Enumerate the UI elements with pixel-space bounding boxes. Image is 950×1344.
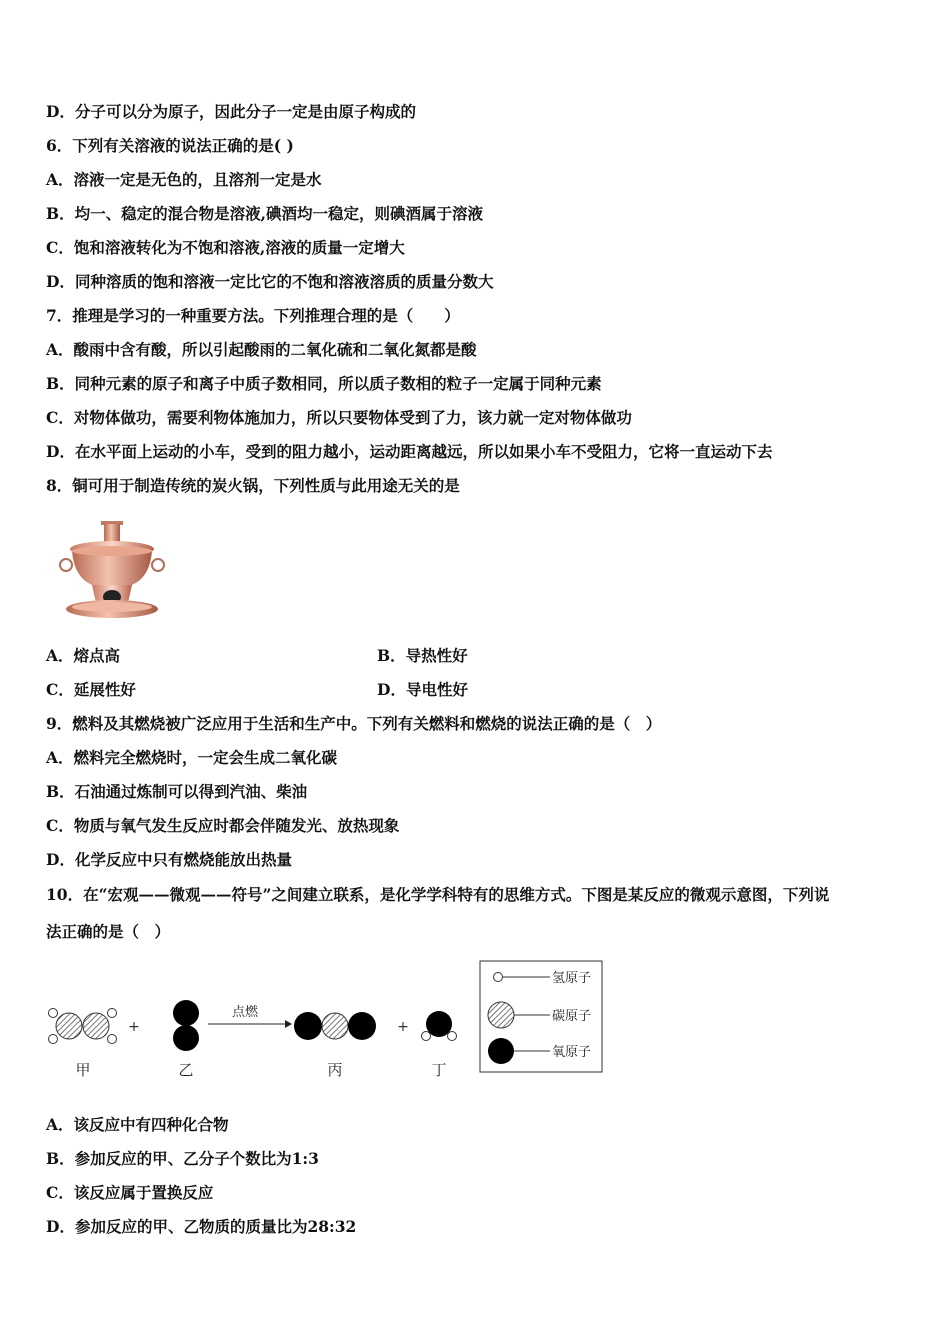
q8-option-a: A．熔点高 bbox=[46, 646, 121, 665]
q10-option-c: C．该反应属于置换反应 bbox=[46, 1183, 214, 1202]
label-yi: 乙 bbox=[178, 1061, 194, 1079]
q6-option-b: B．均一、稳定的混合物是溶液,碘酒均一稳定，则碘酒属于溶液 bbox=[46, 204, 483, 223]
q10-option-d: D．参加反应的甲、乙物质的质量比为28:32 bbox=[46, 1217, 357, 1236]
q6-option-d: D．同种溶质的饱和溶液一定比它的不饱和溶液溶质的质量分数大 bbox=[46, 272, 494, 291]
q9-option-d: D．化学反应中只有燃烧能放出热量 bbox=[46, 850, 292, 869]
q8-option-b: B．导热性好 bbox=[377, 646, 468, 665]
q7-option-c: C．对物体做功，需要利物体施加力，所以只要物体受到了力，该力就一定对物体做功 bbox=[46, 408, 632, 427]
molecule-bing bbox=[294, 1012, 376, 1040]
q9-option-a: A．燃料完全燃烧时，一定会生成二氧化碳 bbox=[46, 748, 338, 767]
q6-option-a: A．溶液一定是无色的，且溶剂一定是水 bbox=[46, 170, 322, 189]
legend-hydrogen: 氢原子 bbox=[552, 971, 592, 986]
label-bing: 丙 bbox=[327, 1061, 343, 1079]
q6-stem: 6．下列有关溶液的说法正确的是( ) bbox=[46, 136, 294, 155]
legend-carbon: 碳原子 bbox=[552, 1009, 592, 1024]
label-jia: 甲 bbox=[75, 1061, 91, 1079]
plus-sign-2: + bbox=[397, 1019, 409, 1035]
legend-oxygen: 氧原子 bbox=[552, 1045, 592, 1060]
q7-option-a: A．酸雨中含有酸，所以引起酸雨的二氧化硫和二氧化氮都是酸 bbox=[46, 340, 477, 359]
q10-stem-line2: 法正确的是（ ） bbox=[46, 922, 171, 941]
q8-option-d: D．导电性好 bbox=[377, 680, 468, 699]
q8-stem: 8．铜可用于制造传统的炭火锅，下列性质与此用途无关的是 bbox=[46, 476, 460, 495]
q10-stem-line1: 10．在“宏观——微观——符号”之间建立联系，是化学学科特有的思维方式。下图是某反应的微观示意图，下列说 bbox=[46, 885, 830, 904]
reaction-micro-diagram bbox=[40, 958, 610, 1083]
q10-option-a: A．该反应中有四种化合物 bbox=[46, 1115, 229, 1134]
reaction-condition: 点燃 bbox=[231, 1005, 259, 1020]
reaction-arrow-icon bbox=[285, 1020, 292, 1028]
label-ding: 丁 bbox=[431, 1061, 447, 1079]
molecule-jia bbox=[49, 1009, 117, 1044]
q9-option-c: C．物质与氧气发生反应时都会伴随发光、放热现象 bbox=[46, 816, 400, 835]
q9-option-b: B．石油通过炼制可以得到汽油、柴油 bbox=[46, 782, 308, 801]
q6-option-c: C．饱和溶液转化为不饱和溶液,溶液的质量一定增大 bbox=[46, 238, 405, 257]
copper-hotpot-image bbox=[52, 515, 172, 625]
q5-option-d: D．分子可以分为原子，因此分子一定是由原子构成的 bbox=[46, 102, 416, 121]
q9-stem: 9．燃料及其燃烧被广泛应用于生活和生产中。下列有关燃料和燃烧的说法正确的是（ ） bbox=[46, 714, 662, 733]
q7-option-b: B．同种元素的原子和离子中质子数相同，所以质子数相的粒子一定属于同种元素 bbox=[46, 374, 602, 393]
atom-legend bbox=[480, 961, 602, 1072]
molecule-yi bbox=[173, 1000, 199, 1051]
q10-option-b: B．参加反应的甲、乙分子个数比为1:3 bbox=[46, 1149, 319, 1168]
q7-stem: 7．推理是学习的一种重要方法。下列推理合理的是（ ） bbox=[46, 306, 460, 325]
q7-option-d: D．在水平面上运动的小车，受到的阻力越小，运动距离越远，所以如果小车不受阻力，它将一直运动下去 bbox=[46, 442, 773, 461]
q8-option-c: C．延展性好 bbox=[46, 680, 136, 699]
molecule-ding bbox=[422, 1011, 457, 1041]
plus-sign-1: + bbox=[128, 1019, 140, 1035]
